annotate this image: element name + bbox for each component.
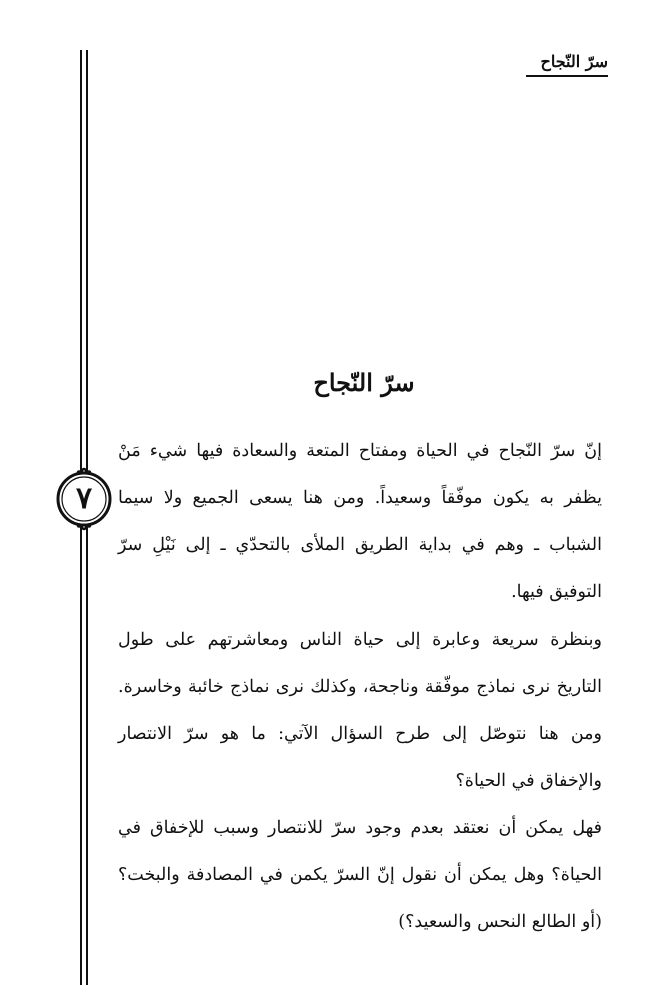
paragraph-3: فهل يمكن أن نعتقد بعدم وجود سرّ للانتصار وسبب للإخفاق في الحياة؟ وهل يمكن أن نقول إنّ السرّ يكمن في المصادفة والبخت؟ (أو الطالع النحس والسعيد؟) xyxy=(118,818,602,932)
page-number: ٧ xyxy=(75,481,93,516)
page-number-medallion xyxy=(48,463,120,535)
chapter-title: سرّ النّجاح xyxy=(313,368,415,397)
running-header-title: سرّ النّجاح xyxy=(526,52,608,77)
paragraph-1: إنّ سرّ النّجاح في الحياة ومفتاح المتعة والسعادة فيها شيء مَنْ يظفر به يكون موفّقاً وسعيداً. ومن هنا يسعى الجميع ولا سيما الشباب ـ وهم في بداية الطريق الملأى بالتحدّي ـ إلى نَيْلِ سرّ التوفيق فيها. xyxy=(118,441,602,602)
paragraph-2: وبنظرة سريعة وعابرة إلى حياة الناس ومعاشرتهم على طول التاريخ نرى نماذج موفّقة وناجحة، وكذلك نرى نماذج خائبة وخاسرة. ومن هنا نتوصّل إلى طرح السؤال الآتي: ما هو سرّ الانتصار والإخفاق في الحياة؟ xyxy=(118,630,602,791)
